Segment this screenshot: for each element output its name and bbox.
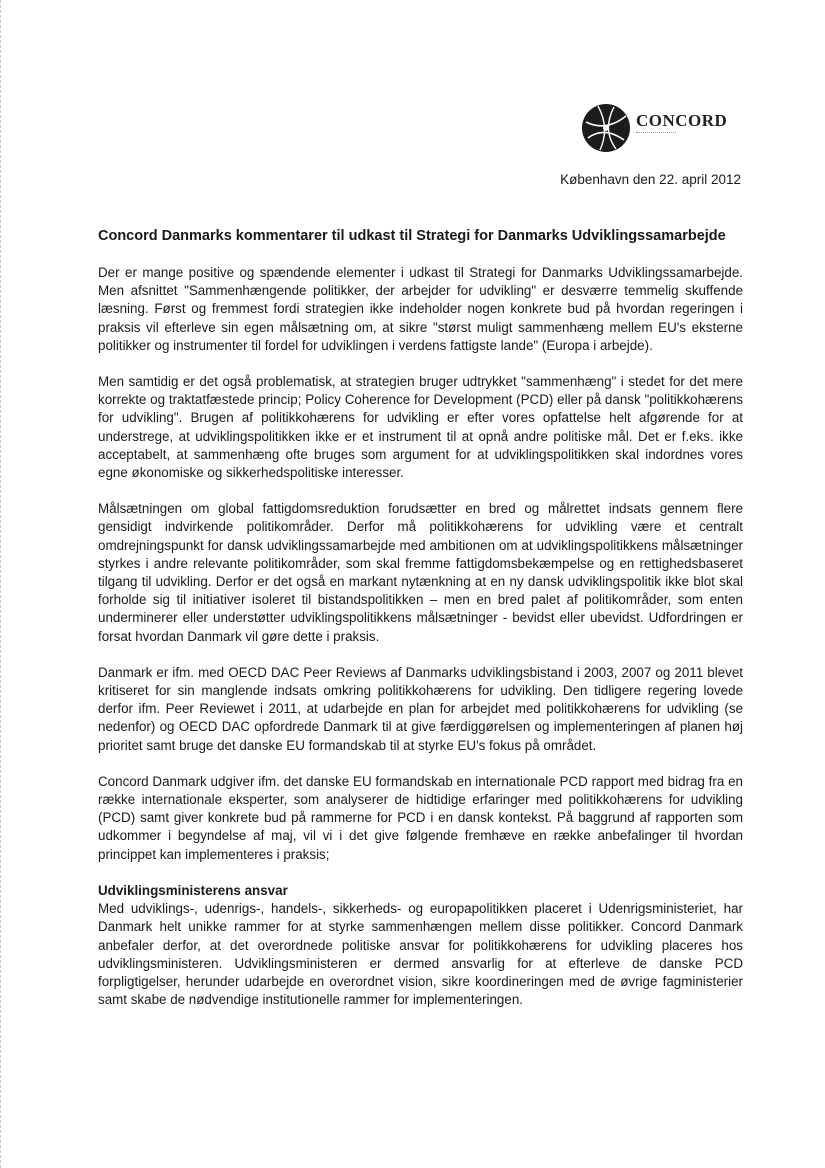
logo-subline [636,132,676,135]
paragraph-4: Danmark er ifm. med OECD DAC Peer Reviews af Danmarks udviklingsbistand i 2003, 2007 og 2011 blevet kritiseret for sin manglende indsats omkring politikkohærens for udvikling. Den tidligere regering lovede derfor ifm. Peer Reviewet i 2011, at udarbejde en plan for arbejdet med politikkohærens for udvikling (se nedenfor) og OECD DAC opfordrede Danmark til at give færdiggørelsen og implementeringen af planen høj prioritet samt bruge det danske EU formandskab til at styrke EU's fokus på området. [98,664,743,753]
document-title: Concord Danmarks kommentarer til udkast til Strategi for Danmarks Udviklingssamarbejde [98,228,726,244]
section-heading: Udviklingsministerens ansvar [98,882,288,898]
paragraph-2: Men samtidig er det også problematisk, at strategien bruger udtrykket "sammenhæng" i stedet for det mere korrekte og traktatfæstede princip; Policy Coherence for Development (PCD) eller på dansk "politikkohærens for udvikling". Brugen af politikkohærens for udvikling er efter vores opfattelse helt afgørende for at understrege, at udviklingspolitikken ikke er et instrument til at opnå andre politiske mål. Det er f.eks. ikke acceptabelt, at sammenhæng ofte bruges som argument for at udviklingspolitikken skal indordnes vores egne økonomiske og sikkerhedspolitiske interesser. [98,374,743,481]
globe-icon [580,102,632,154]
paragraph-1: Der er mange positive og spændende elementer i udkast til Strategi for Danmarks Udviklingssamarbejde. Men afsnittet "Sammenhængende politikker, der arbejder for udvikling" er desværre temmelig skuffende læsning. Først og fremmest fordi strategien ikke indeholder nogen konkrete bud på hvordan regeringen i praksis vil efterleve sin egen målsætning om, at sikre "størst muligt sammenhæng mellem EU's eksterne politikker og instrumenter til fordel for udviklingen i verdens fattigste lande" (Europa i arbejde). [98,265,743,353]
concord-logo [580,100,740,156]
paragraph-3: Målsætningen om global fattigdomsreduktion forudsætter en bred og målrettet indsats gennem flere gensidigt indvirkende politikområder. Derfor må politikkohærens for udvikling være et centralt omdrejningspunkt for dansk udviklingssamarbejde med ambitionen om at udviklingspolitikkens målsætninger styrkes i andre relevante politikområder, som skal fremme fattigdomsbekæmpelse og en rettighedsbaseret tilgang til udvikling. Derfor er det også en markant nytænkning at en ny dansk udviklingspolitik ikke blot skal forholde sig til initiativer isoleret til bistandspolitikken – men en bred palet af politikområder, som enten underminerer eller understøtter udviklingspolitikkens målsætninger - bevidst eller ubevidst. Udfordringen er forsat hvordan Danmark vil gøre dette i praksis. [98,501,743,644]
paragraph-5: Concord Danmark udgiver ifm. det danske EU formandskab en internationale PCD rapport med bidrag fra en række internationale eksperter, som analyserer de hidtidige erfaringer med politikkohærens for udvikling (PCD) samt giver konkrete bud på rammerne for PCD i en dansk kontekst. På baggrund af rapporten som udkommer i begyndelse af maj, vil vi i det give følgende fremhæve en række anbefalinger til hvordan princippet kan implementeres i praksis; [98,773,743,862]
logo-wordmark: CONCORD [636,111,728,130]
scan-edge [0,0,7,1168]
section-paragraph: Med udviklings-, udenrigs-, handels-, sikkerheds- og europapolitikken placeret i Udenrigsministeriet, har Danmark helt unikke rammer for at styrke sammenhængen mellem disse politikker. Concord Danmark anbefaler derfor, at det overordnede politiske ansvar for politikkohærens for udvikling placeres hos udviklingsministeren. Udviklingsministeren er dermed ansvarlig for at efterleve de danske PCD forpligtigelser, herunder udarbejde en overordnet vision, sikre koordineringen med de øvrige fagministerier samt skabe de nødvendige institutionelle rammer for implementeringen. [98,901,743,1008]
date-line: København den 22. april 2012 [560,172,741,187]
letter-body [98,226,743,1027]
